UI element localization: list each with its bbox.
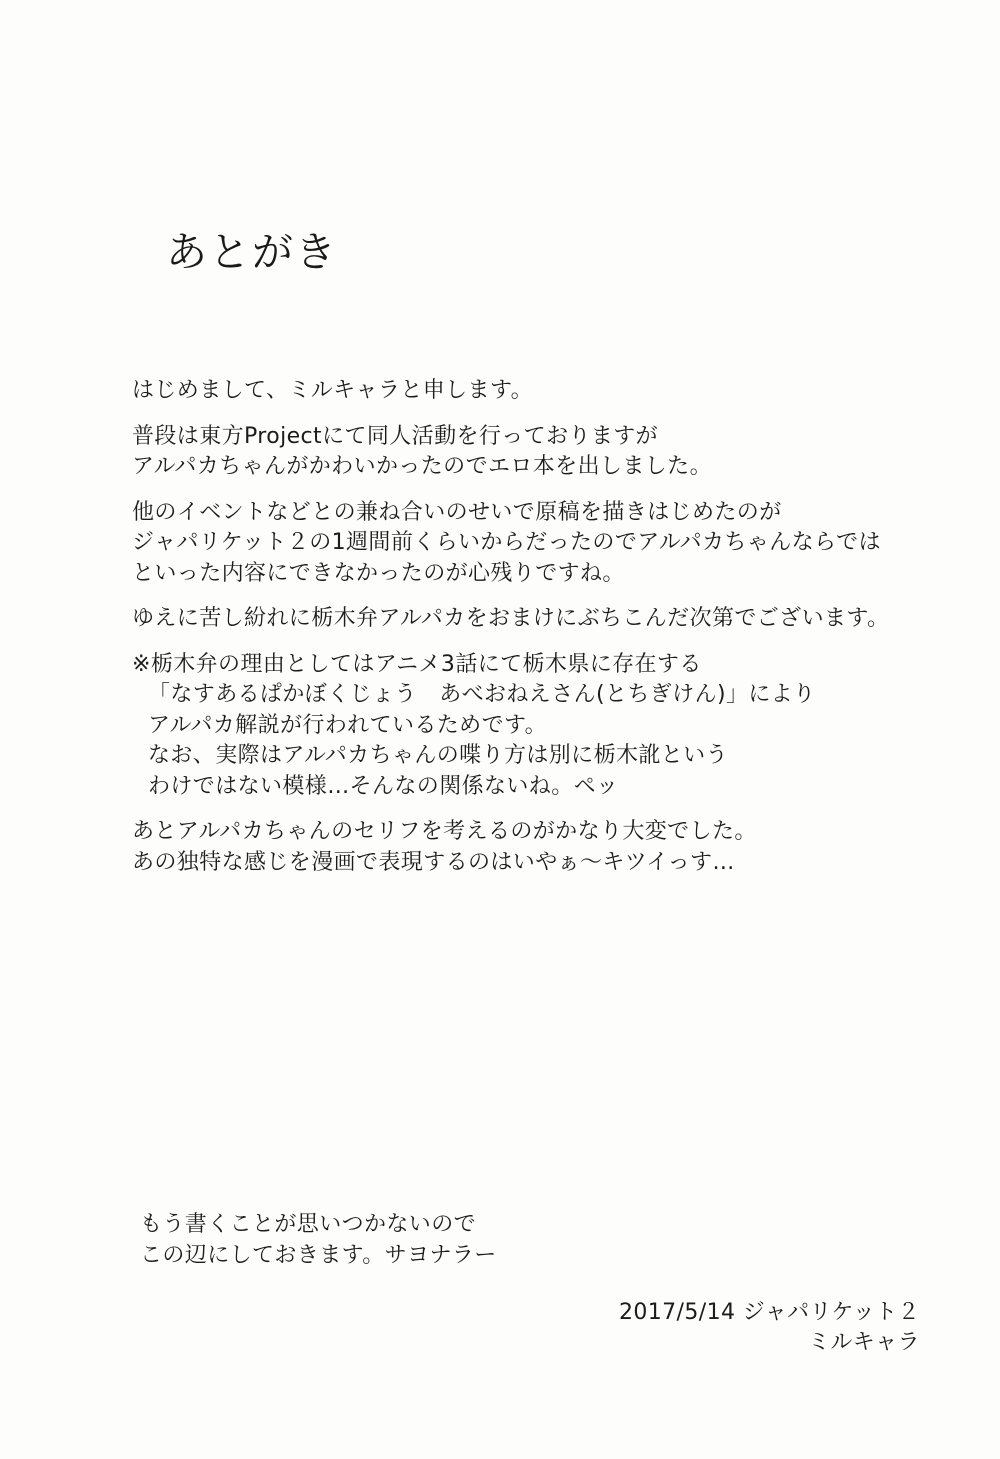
afterword-body — [132, 376, 932, 893]
closing-remark — [140, 1210, 497, 1271]
text-line: ゆえに苦し紛れに栃木弁アルパカをおまけにぶちこんだ次第でございます。 — [132, 606, 890, 631]
text-line: もう書くことが思いつかないので — [140, 1212, 477, 1237]
paragraph-intro — [132, 422, 932, 483]
signature-block — [619, 1298, 920, 1358]
text-line: あとアルパカちゃんのセリフを考えるのがかなり大変でした。 — [132, 819, 757, 844]
text-line: アルパカちゃんがかわいかったのでエロ本を出しました。 — [132, 454, 712, 479]
paragraph-note — [132, 650, 932, 803]
text-line: わけではない模様…そんなの関係ないね。ペッ — [148, 773, 619, 799]
text-line: といった内容にできなかったのが心残りですね。 — [132, 560, 625, 586]
paragraph-dialogue — [132, 817, 932, 878]
text-line: この辺にしておきます。サヨナラー — [140, 1242, 497, 1268]
text-line: 他のイベントなどとの兼ね合いのせいで原稿を描きはじめたのが — [132, 499, 782, 525]
text-line: ※栃木弁の理由としてはアニメ3話にて栃木県に存在する — [132, 651, 702, 677]
paragraph-greeting — [132, 376, 932, 407]
paragraph-bonus — [132, 604, 932, 635]
text-line: なお、実際はアルパカちゃんの喋り方は別に栃木訛という — [148, 743, 728, 768]
text-line: ジャパリケット２の1週間前くらいからだったのでアルパカちゃんならでは — [132, 530, 881, 555]
text-line: アルパカ解説が行われているためです。 — [148, 712, 548, 738]
text-line: 普段は東方Projectにて同人活動を行っておりますが — [132, 423, 659, 449]
event-date-line: 2017/5/14 ジャパリケット２ — [618, 1300, 920, 1325]
text-line: 「なすあるぱかぼくじょう あべおねえさん(とちぎけん)」により — [148, 682, 816, 707]
paragraph-schedule — [132, 498, 932, 590]
text-line: あの独特な感じを漫画で表現するのはいやぁ～キツイっす… — [132, 849, 735, 875]
author-name: ミルキャラ — [807, 1330, 920, 1355]
page-title: あとがき — [166, 228, 338, 276]
text-line: はじめまして、ミルキャラと申します。 — [132, 378, 534, 403]
